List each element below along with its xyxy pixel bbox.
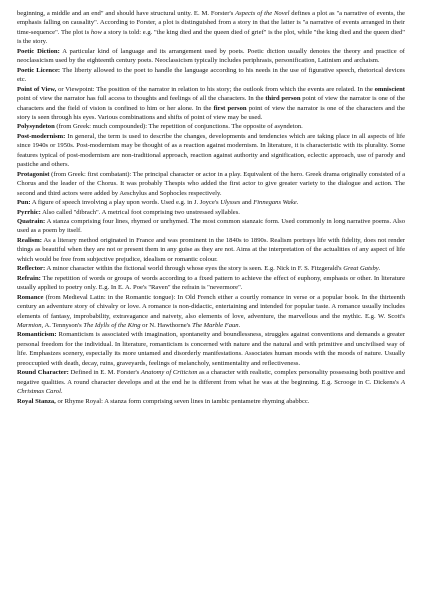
entry-emphasis: first person	[213, 104, 247, 112]
entry-text: .	[238, 321, 241, 329]
entry-text: a story is told: e.g. "the king died and the queen died of grief" is the plot, while "the king died and the queen died" is the story.	[17, 28, 405, 46]
glossary-entry	[17, 293, 405, 331]
entry-term: Quatrain:	[17, 217, 46, 225]
entry-emphasis: omniscient	[374, 85, 405, 93]
entry-text: , A. Tennyson's	[41, 321, 84, 329]
entry-text: defines a plot as "a narrative of events, the emphasis falling on causality". According to Forster, a plot is distinguished from a story in that the latter is "a narrative of events arranged in their time-sequence". The plot is	[17, 10, 405, 36]
entry-text: point of view the narrator has full access to thoughts and feelings of all the characters. In the	[17, 95, 266, 103]
glossary-entries	[17, 9, 405, 406]
entry-text: A figure of speech involving a play upon words. Used e.g. in J. Joyce's	[30, 199, 221, 207]
entry-text: Also called "dibrach". A metrical foot comprising two unstressed syllables.	[40, 208, 240, 216]
entry-title-italic: The Idylls of the King	[83, 321, 141, 329]
glossary-entry	[17, 66, 405, 85]
entry-title-italic: Marmion	[17, 321, 42, 329]
entry-term: Realism:	[17, 236, 42, 244]
entry-term: Poetic Licence:	[17, 66, 61, 74]
entry-text: or Viewpoint: The position of the narrator in relation to his story; the outlook from which the events are related. In the	[56, 85, 375, 93]
glossary-entry	[17, 330, 405, 368]
entry-term: Pun:	[17, 199, 31, 207]
entry-term: Royal Stanza,	[17, 397, 56, 405]
glossary-entry	[17, 198, 405, 207]
entry-term: Romance	[17, 293, 44, 301]
entry-term: Protagonist	[17, 170, 50, 178]
entry-text: A stanza comprising four lines, rhymed or unrhymed. The most common stanzaic form. Used commonly in long narrative poems. Also used as a poem by itself.	[17, 217, 405, 235]
entry-term: Polysyndeton	[17, 123, 55, 131]
glossary-entry	[17, 236, 405, 264]
entry-title-italic: Finnegans Wake	[253, 199, 297, 207]
entry-text: as a character with realistic, complex personality possessing both positive and negative qualities. A round character develops and at the end he is different from what he was at the beginning. E.g. Scrooge in C. Dickens's	[17, 369, 405, 386]
entry-term: Round Character:	[17, 369, 69, 377]
entry-emphasis: third person	[265, 95, 301, 103]
glossary-entry	[17, 208, 405, 217]
entry-term: Post-modernism:	[17, 132, 66, 140]
entry-title-italic: how	[90, 28, 102, 36]
glossary-entry	[17, 170, 405, 198]
entry-term: Reflector:	[17, 265, 46, 273]
entry-term: Point of View,	[17, 85, 57, 93]
entry-text: As a literary method originated in France and was prominent in the 1840s to 1890s. Realism portrays life with fidelity, does not render things as beautiful when they are not or present them in any guise as they are not. Aims at the interpretation of the actualities of any aspect of life which would be free from subjective prejudice, idealism or romantic colour.	[17, 236, 405, 263]
entry-title-italic: Ulysses	[220, 199, 241, 207]
entry-text: (from Greek: first combatant): The principal character or actor in a play. Equivalent of the hero. Greek drama originally consisted of a Chorus and the leader of the Chorus. It was probably Thespis who added the first actor to give greater variety to the dialogue and action. The second and third actors were added by Aeschylus and Sophocles respectively.	[17, 170, 405, 197]
entry-text: A particular kind of language and its arrangement used by poets. Poetic diction usually denotes the theory and practice of neoclassicism used by the eighteenth century poets. Neoclassicism typically includes periphrasis, personification, Latinism and archaism.	[17, 47, 406, 65]
entry-text: (from Greek: much compounded): The repetition of conjunctions. The opposite of asyndeton.	[54, 123, 303, 131]
entry-text: or Rhyme Royal: A stanza form comprising seven lines in iambic pentametre rhyming ababbcc.	[55, 397, 310, 405]
entry-text: The repetition of words or groups of words according to a fixed pattern to achieve the effect of euphony, emphasis or other. In literature usually applied to poetry only. E.g. In E. A. Poe's "Raven" the refrain is "nevermore".	[17, 274, 405, 292]
entry-term: Romanticism:	[17, 331, 57, 339]
glossary-entry	[17, 9, 405, 47]
entry-title-italic: A Christmas Carol	[17, 378, 405, 396]
entry-term: Pyrrhic:	[17, 208, 41, 216]
entry-term: Poetic Diction:	[17, 47, 60, 55]
entry-text: A minor character within the fictional world through whose eyes the story is seen. E.g. Nick in F. S. Fitzgerald's	[45, 265, 344, 273]
entry-text: beginning, a middle and an end" and should have structural unity. E. M. Forster's	[17, 10, 236, 17]
entry-title-italic: Aspects of the Novel	[235, 10, 290, 17]
entry-title-italic: The Marble Faun	[192, 321, 239, 329]
entry-text: point of view the narrator is one of the characters and the field of vision is confined to him or her alone. In the	[17, 95, 405, 112]
entry-title-italic: Great Gatsby	[343, 265, 379, 273]
entry-text: .	[60, 388, 63, 396]
glossary-entry	[17, 85, 405, 123]
entry-text: Romanticism is associated with imagination, spontaneity and boundlessness, struggles against conventions and demands a greater personal freedom for the individual. In literature, romanticism is concerned with nature and the natural and with primitive and uncivilised way of life. Emphasizes scenery, especially its more untamed and disorderly manifestations. Associates human moods with the moods of nature. Usually preoccupied with death, decay, ruins, graveyards, feelings of melancholy, sentimentality and reflectiveness.	[17, 331, 405, 367]
glossary-entry	[17, 132, 405, 170]
entry-text: and	[240, 199, 254, 207]
entry-text: (from Medieval Latin: in the Romantic tongue): In Old French either a courtly romance in verse or a popular book. In the thirteenth century an adventure story of chivalry or love. A romance is non-didactic, entertaining and intended for popular taste. A romance usually includes elements of fantasy, improbability, extravagance and naivety, also elements of love, adventure, the marvellous and the mythic. E.g. W. Scott's	[17, 293, 405, 320]
entry-term: Refrain:	[17, 274, 41, 282]
glossary-entry	[17, 397, 405, 406]
entry-text: Defined in E. M. Forster's	[68, 369, 141, 377]
entry-title-italic: Anatomy of Criticism	[140, 369, 198, 377]
glossary-entry	[17, 217, 405, 236]
entry-text: .	[296, 199, 299, 207]
entry-text: or N. Hawthorne's	[140, 321, 193, 329]
entry-text: The liberty allowed to the poet to handle the language according to his needs in the use of figurative speech, rhetorical devices etc.	[17, 66, 405, 84]
glossary-entry	[17, 264, 405, 273]
glossary-entry	[17, 47, 405, 66]
entry-text: point of view the narrator is one of the characters and the story is seen through his eyes. Various combinations and shifts of point of view may be used.	[17, 104, 405, 121]
glossary-entry	[17, 368, 405, 396]
glossary-entry	[17, 274, 405, 293]
entry-text: In general, the term is used to describe the changes, developments and tendencies which are taking place in all aspects of life since 1940s or 1950s. Post-modernism may be thought of as a reaction against modernism. In literature, it is characteristic with its plurality. Some features typical of post-modernism are non-traditional approach, reaction against authority and signification, eclectic approach, use of parody and pastiche and others.	[17, 132, 405, 169]
entry-text: .	[378, 265, 381, 273]
glossary-entry	[17, 122, 405, 131]
